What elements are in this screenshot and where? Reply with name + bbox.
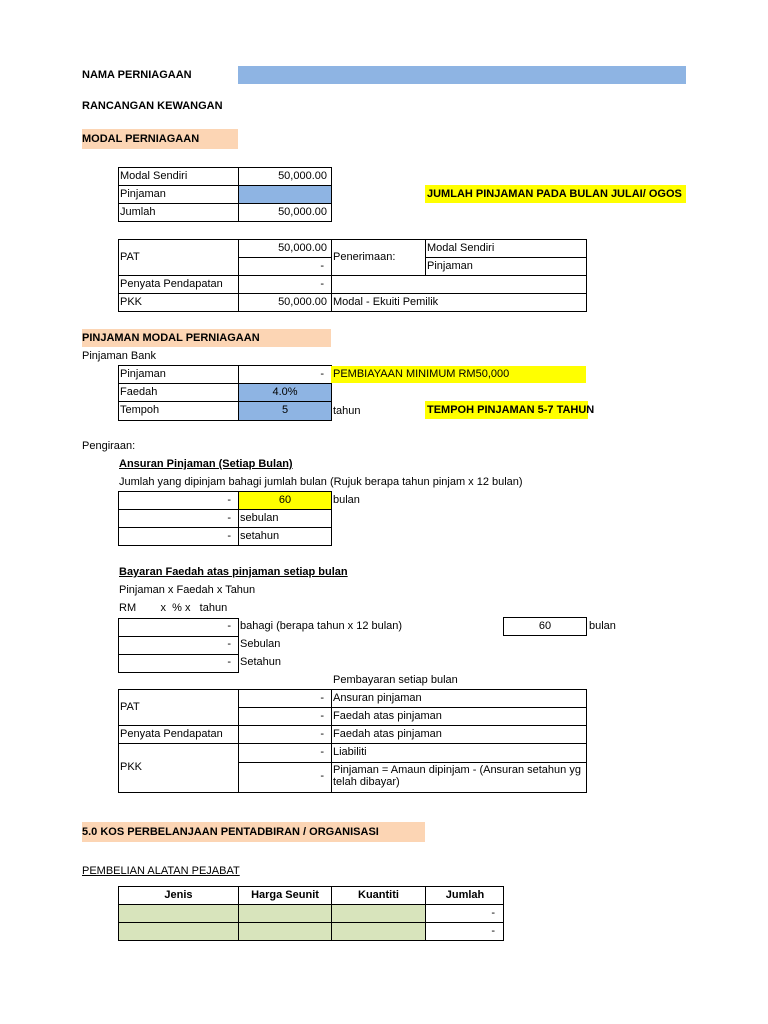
statement-pat-value-2: -	[320, 260, 324, 272]
installment-amount-3: -	[227, 530, 231, 542]
own-capital-label: Modal Sendiri	[120, 170, 188, 182]
business-name-label: NAMA PERNIAGAAN	[82, 69, 192, 81]
calculation-heading: Pengiraan:	[82, 440, 136, 452]
installment-amount-2: -	[227, 512, 231, 524]
interest-label: Faedah	[120, 386, 158, 398]
min-financing-note: PEMBIAYAAN MINIMUM RM50,000	[333, 368, 510, 380]
payment-desc-2: Faedah atas pinjaman	[333, 710, 442, 722]
loan-note: JUMLAH PINJAMAN PADA BULAN JULAI/ OGOS	[427, 188, 682, 200]
interest-formula-units: RM x % x tahun	[119, 602, 228, 614]
payment-pkk-label: PKK	[120, 761, 143, 773]
interest-formula: Pinjaman x Faedah x Tahun	[119, 584, 256, 596]
payment-income-label: Penyata Pendapatan	[120, 728, 223, 740]
total-value: 50,000.00	[278, 206, 327, 218]
receipts-label: Penerimaan:	[333, 251, 396, 263]
own-capital-value[interactable]: 50,000.00	[278, 170, 327, 182]
business-name-input[interactable]	[238, 66, 686, 84]
equipment-row-1-total: -	[491, 907, 495, 919]
column-header-harga: Harga Seunit	[251, 889, 319, 901]
tenure-unit: tahun	[333, 405, 361, 417]
interest-per-year: Setahun	[240, 656, 281, 668]
installment-title: Ansuran Pinjaman (Setiap Bulan)	[119, 458, 293, 470]
plan-title: RANCANGAN KEWANGAN	[82, 100, 223, 112]
total-label: Jumlah	[120, 206, 156, 218]
payment-value-3: -	[320, 728, 324, 740]
loan-amount-value[interactable]: -	[320, 368, 324, 380]
payment-value-2: -	[320, 710, 324, 722]
equipment-row-2-total: -	[491, 925, 495, 937]
loan-label: Pinjaman	[120, 188, 166, 200]
interest-amount-2: -	[227, 638, 231, 650]
interest-amount-3: -	[227, 656, 231, 668]
payment-value-4: -	[320, 746, 324, 758]
tenure-value[interactable]: 5	[281, 404, 289, 416]
bank-loan-label: Pinjaman Bank	[82, 350, 156, 362]
installment-months-unit: bulan	[333, 494, 360, 506]
installment-months-value[interactable]: 60	[278, 494, 292, 506]
loan-amount-label: Pinjaman	[120, 368, 166, 380]
statement-income-value: -	[320, 278, 324, 290]
loan-section-title: PINJAMAN MODAL PERNIAGAAN	[82, 332, 260, 344]
payment-value-5: -	[320, 770, 324, 782]
interest-amount-1: -	[227, 620, 231, 632]
interest-value[interactable]: 4.0%	[272, 386, 298, 398]
payment-desc-1: Ansuran pinjaman	[333, 692, 422, 704]
interest-per-month: Sebulan	[240, 638, 281, 650]
interest-calc-title: Bayaran Faedah atas pinjaman setiap bulan	[119, 566, 348, 578]
tenure-note: TEMPOH PINJAMAN 5-7 TAHUN	[427, 404, 595, 416]
installment-amount-1: -	[227, 494, 231, 506]
payment-desc-4: Liabiliti	[333, 746, 367, 758]
admin-subtitle: PEMBELIAN ALATAN PEJABAT	[82, 865, 240, 877]
installment-desc: Jumlah yang dipinjam bahagi jumlah bulan (Rujuk berapa tahun pinjam x 12 bulan)	[119, 476, 523, 488]
installment-per-year: setahun	[240, 530, 280, 542]
statement-pkk-value: 50,000.00	[278, 296, 327, 308]
payment-value-1: -	[320, 692, 324, 704]
statement-pkk-desc: Modal - Ekuiti Pemilik	[333, 296, 439, 308]
column-header-jenis: Jenis	[164, 889, 193, 901]
interest-months-unit: bulan	[589, 620, 616, 632]
receipt-own-capital: Modal Sendiri	[427, 242, 495, 254]
receipt-loan: Pinjaman	[427, 260, 473, 272]
statement-pat-label: PAT	[120, 251, 140, 263]
interest-divide-label: bahagi (berapa tahun x 12 bulan)	[240, 620, 403, 632]
admin-section-title: 5.0 KOS PERBELANJAAN PENTADBIRAN / ORGANISASI	[82, 826, 379, 838]
tenure-label: Tempoh	[120, 404, 160, 416]
statement-pat-value-1: 50,000.00	[278, 242, 327, 254]
payment-pat-label: PAT	[120, 701, 140, 713]
interest-months-value[interactable]: 60	[538, 620, 552, 632]
statement-pkk-label: PKK	[120, 296, 143, 308]
payment-desc-3: Faedah atas pinjaman	[333, 728, 442, 740]
monthly-payment-label: Pembayaran setiap bulan	[333, 674, 458, 686]
column-header-kuantiti: Kuantiti	[358, 889, 399, 901]
column-header-jumlah: Jumlah	[445, 889, 485, 901]
payment-desc-5: Pinjaman = Amaun dipinjam - (Ansuran setahun yg telah dibayar)	[333, 764, 581, 788]
capital-section-title: MODAL PERNIAGAAN	[82, 133, 200, 145]
installment-per-month: sebulan	[240, 512, 279, 524]
statement-income-label: Penyata Pendapatan	[120, 278, 223, 290]
